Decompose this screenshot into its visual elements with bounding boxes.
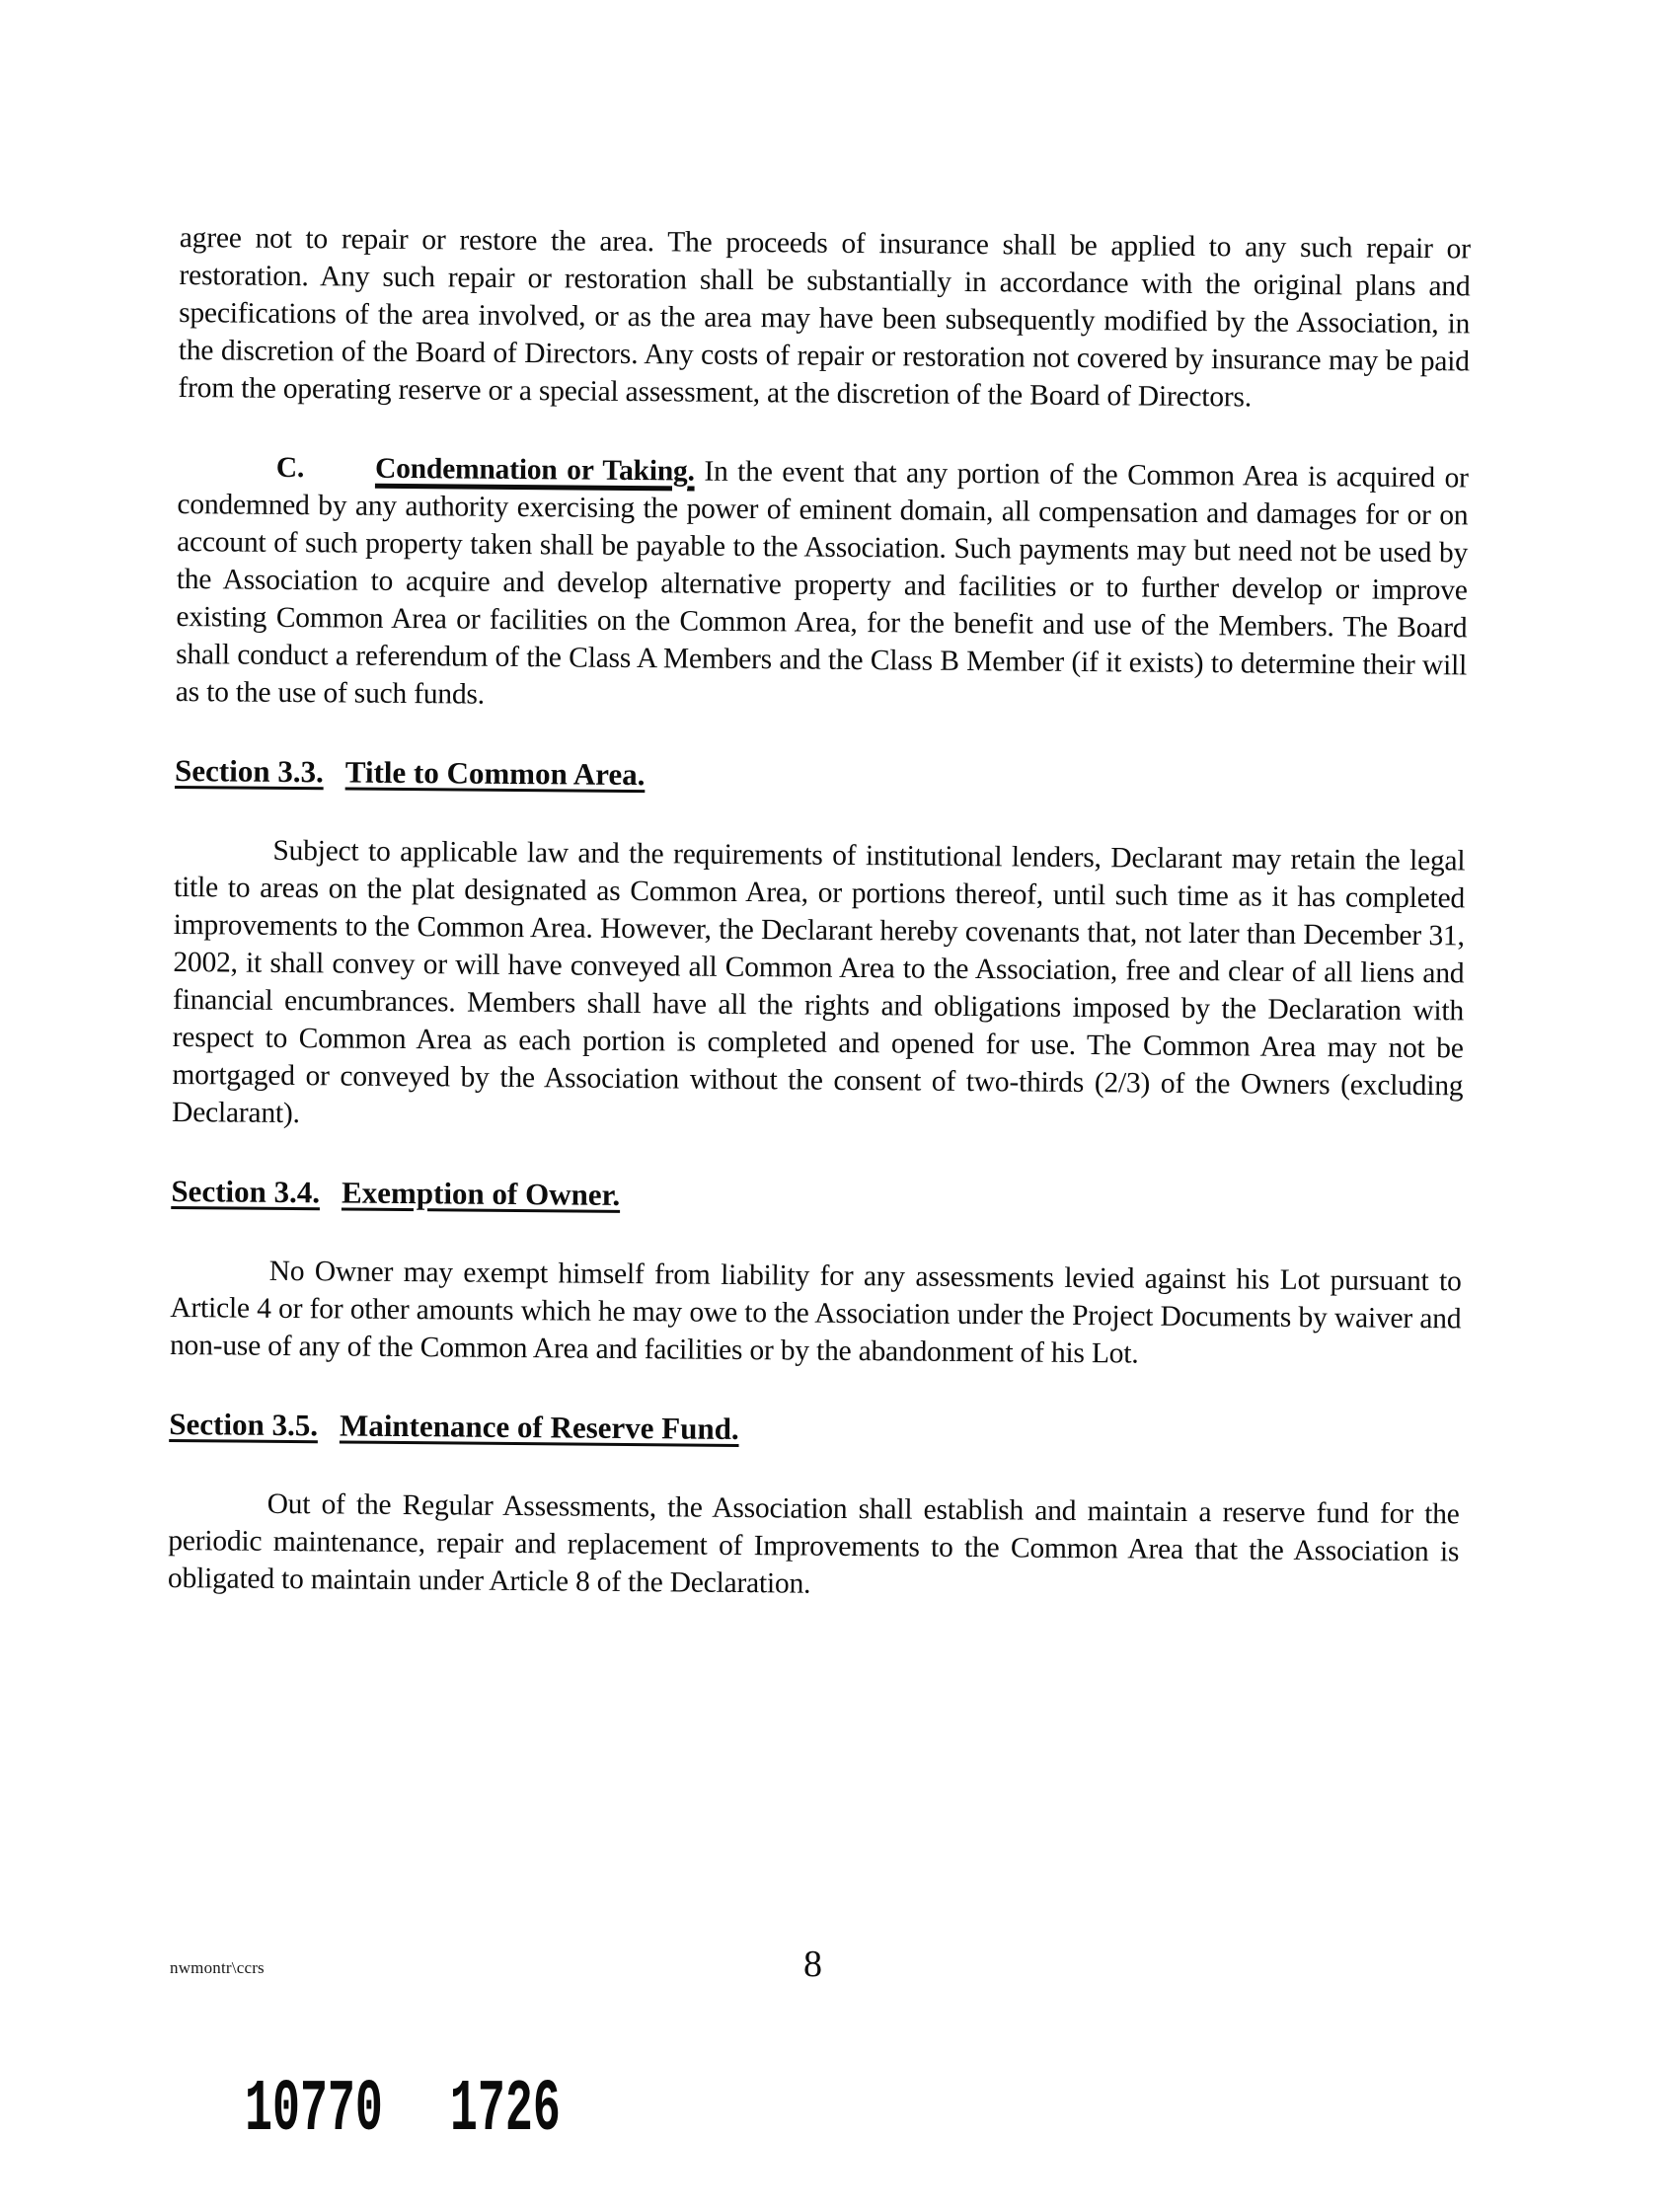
recording-stamp	[245, 2069, 561, 2152]
stamp-number-right: 1726	[449, 2069, 561, 2152]
page-number: 8	[803, 1944, 822, 1985]
section-3-4-title: Exemption of Owner.	[341, 1175, 621, 1212]
document-body	[167, 219, 1470, 1649]
section-3-5-body: Out of the Regular Assessments, the Association shall establish and maintain a reserve fund for the periodic maintenance, repair and replacement of Improvements to the Common Area that the Association is obligated to maintain under Article 8 of the Declaration.	[167, 1487, 1460, 1600]
paragraph-continuation: agree not to repair or restore the area. The proceeds of insurance shall be applied to any such repair or restoration. Any such repair or restoration shall be substantially in accordance with the original plans and specifications of the area involved, or as the area may have been subsequently modified by the Association, in the discretion of the Board of Directors. Any costs of repair or restoration not covered by insurance may be paid from the operating reserve or a special assessment, at the discretion of the Board of Directors.	[178, 221, 1471, 414]
section-3-5-number: Section 3.5.	[169, 1406, 319, 1443]
subsection-c-paragraph	[176, 448, 1469, 722]
section-3-3-number: Section 3.3.	[174, 752, 324, 790]
section-3-3-title: Title to Common Area.	[344, 754, 646, 793]
subsection-c-label: C.	[275, 451, 305, 485]
subsection-c-title: Condemnation or Taking.	[374, 452, 695, 488]
section-3-5-title: Maintenance of Reserve Fund.	[339, 1408, 739, 1446]
footer-file-reference: nwmontr\ccrs	[170, 1958, 265, 1977]
section-3-5-heading	[169, 1406, 1460, 1454]
stamp-number-left: 10770	[245, 2069, 383, 2152]
section-3-3-heading	[175, 752, 1466, 801]
section-3-4-heading	[171, 1173, 1462, 1221]
section-3-3-body: Subject to applicable law and the requirements of institutional lenders, Declarant may retain the legal title to areas on the plat designated as Common Area, or portions thereof, until such time as it has completed improvements to the Common Area. However, the Declarant hereby covenants that, not later than December 31, 2002, it shall convey or will have conveyed all Common Area to the Association, free and clear of all liens and financial encumbrances. Members shall have all the rights and obligations imposed by the Declaration with respect to Common Area as each portion is completed and opened for use. The Common Area may not be mortgaged or conveyed by the Association without the consent of two-thirds (2/3) of the Owners (excluding Declarant).	[171, 834, 1466, 1130]
subsection-c-body: In the event that any portion of the Common Area is acquired or condemned by any authority exercising the power of eminent domain, all compensation and damages for or on account of such property taken shall be payable to the Association. Such payments may but need not be used by the Association to acquire and develop alternative property and facilities or to further develop or improve existing Common Area or facilities on the Common Area, for the benefit and use of the Members. The Board shall conduct a referendum of the Class A Members and the Class B Member (if it exists) to determine their will as to the use of such funds.	[175, 455, 1469, 711]
section-3-4-number: Section 3.4.	[171, 1173, 321, 1210]
section-3-4-body: No Owner may exempt himself from liability for any assessments levied against his Lot pursuant to Article 4 or for other amounts which he may owe to the Association under the Project Documents by waiver and non-use of any of the Common Area and facilities or by the abandonment of his Lot.	[169, 1255, 1462, 1370]
tab-spacer	[304, 477, 375, 478]
